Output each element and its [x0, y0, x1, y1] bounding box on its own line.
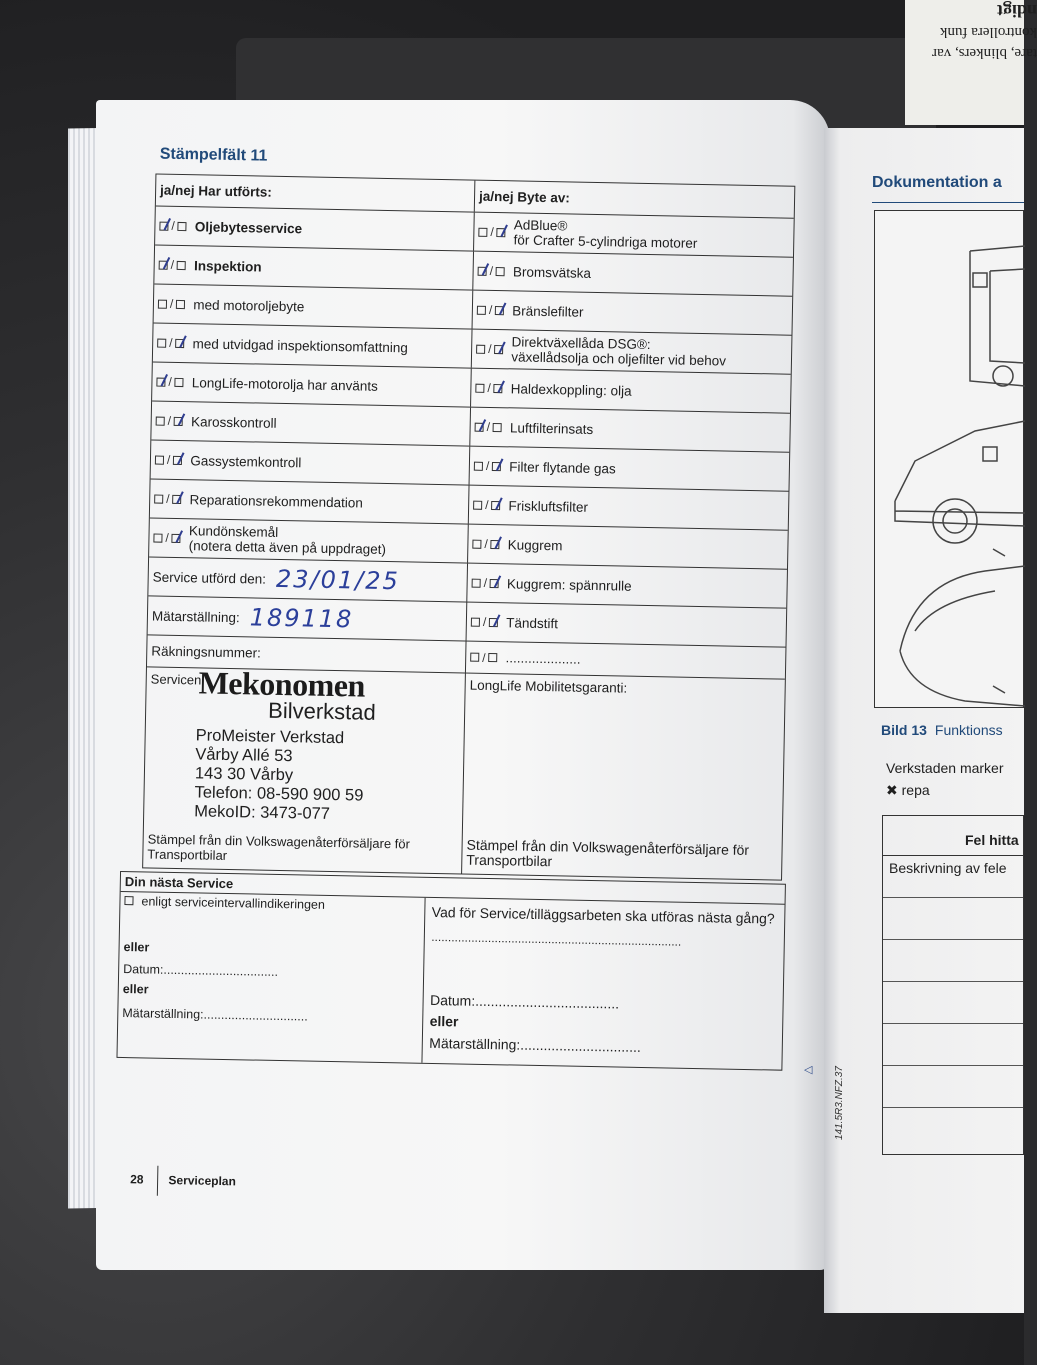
item-label: Haldexkoppling: olja [510, 380, 632, 399]
fault-table-row [883, 940, 1023, 982]
odometer-field[interactable]: Mätarställning:.............................. [122, 1006, 308, 1024]
yes-no-checkbox[interactable]: / [153, 531, 181, 546]
fault-table-row [883, 898, 1023, 940]
yes-no-checkbox[interactable]: / [476, 342, 504, 357]
item-label: Filter flytande gas [509, 458, 616, 476]
page-title: Stämpelfält 11 [159, 145, 268, 165]
item-label: .................... [505, 650, 581, 667]
odometer-value[interactable]: 189118 [249, 603, 354, 634]
yes-no-checkbox[interactable]: / [475, 381, 503, 396]
next-question: Vad för Service/tilläggsarbeten ska utföras nästa gång? [431, 903, 775, 927]
next-datum-field[interactable]: Datum:..................................... [429, 991, 620, 1012]
item-label: Inspektion [193, 257, 262, 275]
service-date-label: Service utförd den: [152, 569, 267, 587]
service-table [142, 173, 795, 880]
or-label: eller [429, 1012, 459, 1030]
question-line[interactable]: ........................................................................... [431, 929, 682, 949]
item-label: Friskluftsfilter [508, 497, 589, 515]
vehicle-diagram [874, 210, 1024, 708]
yes-no-checkbox[interactable]: / [478, 224, 506, 240]
document-code: 141.5R3.NFZ.37 [834, 1066, 845, 1140]
item-label: Kuggrem [507, 536, 563, 553]
fault-table-row: Beskrivning av fele [883, 856, 1023, 898]
item-label-2: växellådsolja och oljefilter vid behov [511, 349, 727, 369]
instruction-text: Verkstaden marker [886, 760, 1004, 776]
item-label: Tändstift [506, 614, 559, 631]
item-label: Kuggrem: spännrulle [506, 575, 632, 594]
item-label: LongLife-motorolja har använts [191, 374, 379, 394]
doc-line: kontrollera funk [939, 24, 1037, 40]
next-odometer-field[interactable]: Mätarställning:............................... [429, 1034, 641, 1055]
left-header: ja/nej Har utförts: [156, 175, 476, 212]
top-right-document [905, 0, 1037, 125]
or-label: eller [123, 940, 150, 955]
yes-no-checkbox[interactable]: / [475, 420, 503, 435]
stamp-line: Vårby Allé 53 [195, 745, 293, 766]
stamp-line: 143 30 Vårby [194, 764, 294, 785]
fault-table-row [883, 1024, 1023, 1066]
fault-table [882, 815, 1024, 1155]
stamp-footer-left: Stämpel från din Volkswagenåterförsäljare för Transportbilar [147, 831, 411, 863]
item-label: med utvidgad inspektionsomfattning [192, 335, 409, 355]
doc-line: ndigt [996, 1, 1037, 21]
item-label-2: för Crafter 5-cylindriga motorer [513, 232, 698, 251]
continue-triangle-icon: ◁ [804, 1064, 813, 1076]
item-label: Kundönskemål [188, 523, 279, 540]
interval-option: enligt serviceintervallindikeringen [141, 894, 326, 912]
yes-no-checkbox[interactable]: / [154, 492, 182, 507]
item-label: AdBlue® [513, 217, 568, 234]
yes-no-checkbox[interactable]: / [159, 219, 187, 234]
stamp-line: Telefon: 08-590 900 59 [194, 783, 364, 805]
service-stamp-page [109, 145, 813, 1238]
item-label: Karosskontroll [190, 413, 277, 431]
stamp-footer-right: Stämpel från din Volkswagenåterförsäljare för Transportbilar [466, 836, 750, 870]
fault-table-row [883, 982, 1023, 1024]
yes-no-checkbox[interactable]: / [477, 303, 505, 318]
invoice-label: Räkningsnummer: [151, 643, 261, 661]
yes-no-checkbox[interactable]: / [157, 336, 185, 351]
mekonomen-logo: Mekonomen [198, 664, 366, 704]
datum-field[interactable]: Datum:................................. [123, 962, 279, 979]
item-label: Reparationsrekommendation [189, 491, 364, 511]
section-name: Serviceplan [168, 1173, 236, 1189]
interval-checkbox[interactable] [124, 896, 133, 905]
van-outline-icon [875, 211, 1025, 709]
yes-no-checkbox[interactable]: / [471, 615, 499, 630]
yes-no-checkbox[interactable]: / [474, 459, 502, 474]
stamp-address [194, 726, 365, 824]
stamp-line: MekoID: 3473-077 [194, 802, 331, 823]
item-label: Gassystemkontroll [190, 452, 302, 470]
legend-text: ✖ repa [886, 782, 930, 798]
doc-line: tare, blinkers, var [932, 45, 1037, 61]
odometer-label: Mätarställning: [151, 608, 240, 625]
yes-no-checkbox[interactable]: / [156, 414, 184, 429]
service-by-label: Servicen [150, 671, 202, 688]
item-label: Oljebytesservice [194, 218, 303, 236]
fault-table-row [883, 1066, 1023, 1108]
right-page-title: Dokumentation a [872, 174, 1002, 191]
item-label: med motoroljebyte [193, 296, 305, 314]
item-label: Bromsvätska [512, 263, 592, 281]
item-label-2: (notera detta även på uppdraget) [188, 538, 387, 557]
figure-caption [881, 722, 1003, 738]
or-label: eller [122, 982, 149, 997]
next-service-title: Din nästa Service [121, 872, 785, 905]
stamp-subtitle: Bilverkstad [267, 697, 376, 725]
item-label: Direktväxellåda DSG®: [511, 334, 651, 353]
right-header: ja/nej Byte av: [478, 188, 571, 206]
yes-no-checkbox[interactable]: / [158, 297, 186, 312]
yes-no-checkbox[interactable]: / [470, 650, 498, 665]
yes-no-checkbox[interactable]: / [472, 576, 500, 591]
figure-number: Bild 13 [881, 722, 927, 738]
next-service-box [116, 871, 785, 1071]
page-footer [130, 1165, 236, 1197]
yes-no-checkbox[interactable]: / [155, 453, 183, 468]
yes-no-checkbox[interactable]: / [478, 264, 506, 279]
longlife-label: LongLife Mobilitetsgaranti: [469, 677, 628, 696]
item-label: Bränslefilter [512, 302, 584, 320]
yes-no-checkbox[interactable]: / [156, 375, 184, 390]
yes-no-checkbox[interactable]: / [473, 498, 501, 513]
yes-no-checkbox[interactable]: / [159, 258, 187, 273]
stamp-row [143, 664, 785, 879]
fault-table-header: Fel hitta [883, 816, 1023, 856]
page-number: 28 [130, 1172, 144, 1187]
item-label: Luftfilterinsats [509, 419, 594, 437]
title-rule [872, 202, 1024, 203]
figure-title: Funktionss [934, 722, 1003, 738]
yes-no-checkbox[interactable]: / [472, 537, 500, 552]
stamp-line: ProMeister Verkstad [195, 726, 345, 748]
service-date-value[interactable]: 23/01/25 [275, 564, 401, 596]
